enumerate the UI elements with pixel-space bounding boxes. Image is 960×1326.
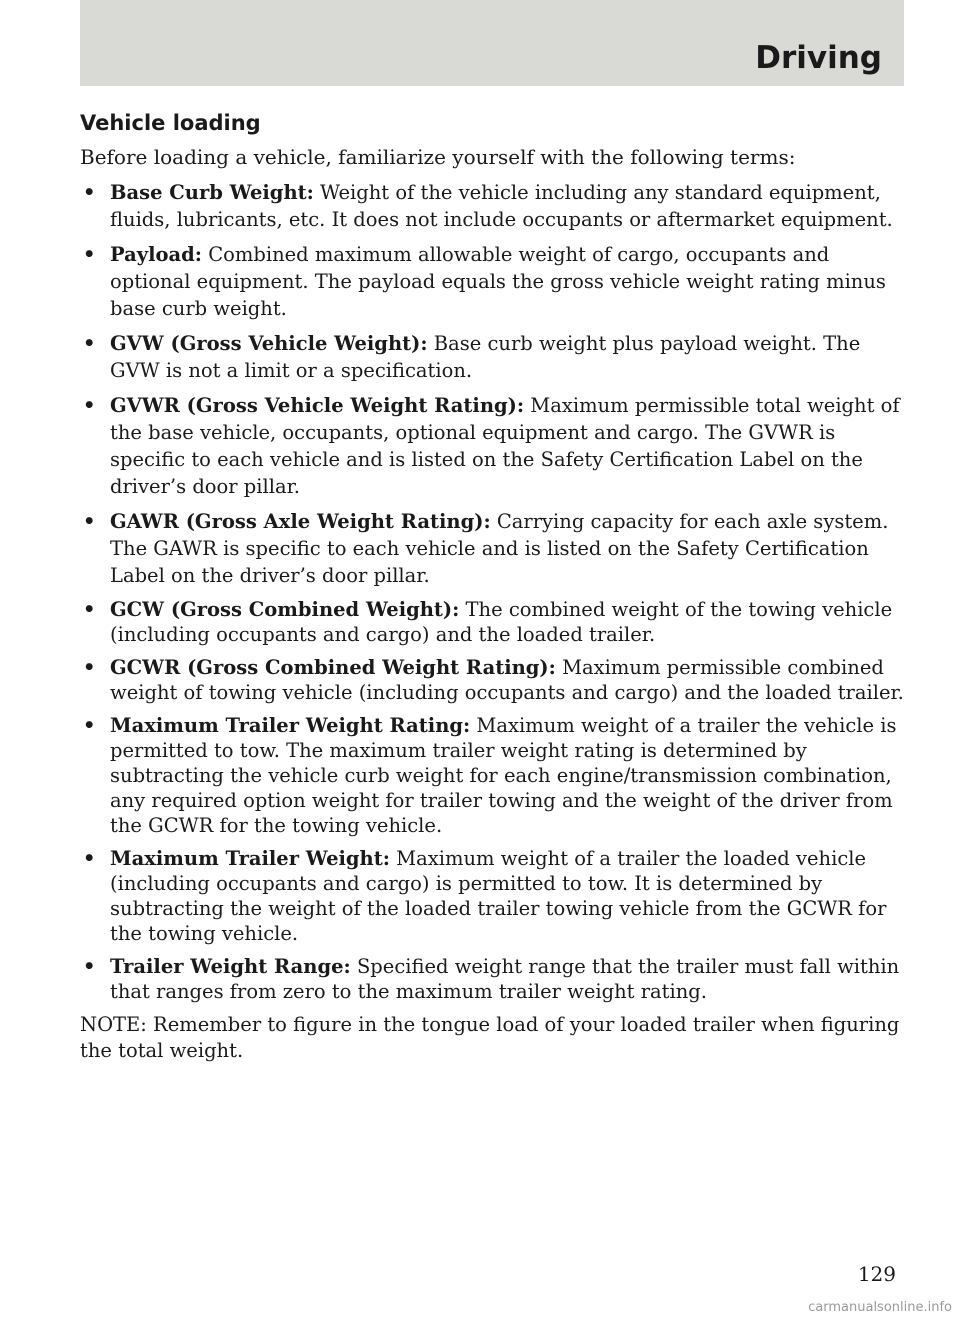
term-gvwr	[80, 392, 910, 500]
chapter-title: Driving	[755, 40, 882, 76]
term-text: Maximum permissible combined weight of towing vehicle (including occupants and cargo) and the loaded trailer.	[110, 656, 904, 704]
term-text: Specified weight range that the trailer must fall within that ranges from zero to the maximum trailer weight rating.	[110, 955, 900, 1003]
term-name: Payload:	[110, 243, 202, 266]
term-text: Maximum weight of a trailer the loaded vehicle (including occupants and cargo) is permitted to tow. It is determined by subtracting the weight of the loaded trailer towing vehicle from the GCWR for the towing vehicle.	[110, 847, 887, 945]
bullet-icon: •	[83, 243, 96, 266]
intro-paragraph: Before loading a vehicle, familiarize yourself with the following terms:	[80, 145, 796, 169]
term-text: Carrying capacity for each axle system. The GAWR is specific to each vehicle and is listed on the Safety Certification Label on the driver’s door pillar.	[110, 510, 889, 587]
term-name: GCWR (Gross Combined Weight Rating):	[110, 656, 556, 679]
term-name: GAWR (Gross Axle Weight Rating):	[110, 510, 491, 533]
term-gcw	[80, 597, 910, 647]
bullet-icon: •	[83, 598, 96, 621]
term-text: Combined maximum allowable weight of cargo, occupants and optional equipment. The payload equals the gross vehicle weight rating minus base curb weight.	[110, 243, 886, 320]
bullet-icon: •	[83, 332, 96, 355]
page-header	[80, 0, 904, 86]
watermark: carmanualsonline.info	[808, 1300, 952, 1315]
bullet-icon: •	[83, 847, 96, 870]
term-name: Maximum Trailer Weight:	[110, 847, 390, 870]
page-number: 129	[857, 1262, 896, 1286]
bullet-icon: •	[83, 181, 96, 204]
term-payload	[80, 241, 910, 322]
term-name: GVWR (Gross Vehicle Weight Rating):	[110, 394, 525, 417]
term-maximum-trailer-weight-rating	[80, 713, 910, 838]
terms-list	[80, 179, 910, 1004]
term-text: Maximum permissible total weight of the base vehicle, occupants, optional equipment and cargo. The GVWR is specific to each vehicle and is listed on the Safety Certification Label on the driver’s door pillar.	[110, 394, 900, 498]
bullet-icon: •	[83, 656, 96, 679]
term-gvw	[80, 330, 910, 384]
term-text: Weight of the vehicle including any standard equipment, fluids, lubricants, etc. It does not include occupants or aftermarket equipment.	[110, 181, 893, 231]
section-title: Vehicle loading	[80, 111, 261, 135]
bullet-icon: •	[83, 510, 96, 533]
term-text: Maximum weight of a trailer the vehicle is permitted to tow. The maximum trailer weight rating is determined by subtracting the vehicle curb weight for each engine/transmission combination, any required option weight for trailer towing and the weight of the driver from the GCWR for the towing vehicle.	[110, 714, 897, 837]
term-maximum-trailer-weight	[80, 846, 910, 946]
term-name: Base Curb Weight:	[110, 181, 314, 204]
term-name: GCW (Gross Combined Weight):	[110, 598, 460, 621]
note-paragraph: NOTE: Remember to figure in the tongue load of your loaded trailer when figuring the total weight.	[80, 1013, 900, 1062]
page-content	[80, 111, 910, 1064]
bullet-icon: •	[83, 714, 96, 737]
term-text: The combined weight of the towing vehicle (including occupants and cargo) and the loaded trailer.	[110, 598, 893, 646]
term-name: Trailer Weight Range:	[110, 955, 351, 978]
term-gawr	[80, 508, 910, 589]
term-trailer-weight-range	[80, 954, 910, 1004]
term-name: Maximum Trailer Weight Rating:	[110, 714, 471, 737]
term-text: Base curb weight plus payload weight. The GVW is not a limit or a specification.	[110, 332, 861, 382]
bullet-icon: •	[83, 955, 96, 978]
term-name: GVW (Gross Vehicle Weight):	[110, 332, 428, 355]
term-base-curb-weight	[80, 179, 910, 233]
term-gcwr	[80, 655, 910, 705]
bullet-icon: •	[83, 394, 96, 417]
